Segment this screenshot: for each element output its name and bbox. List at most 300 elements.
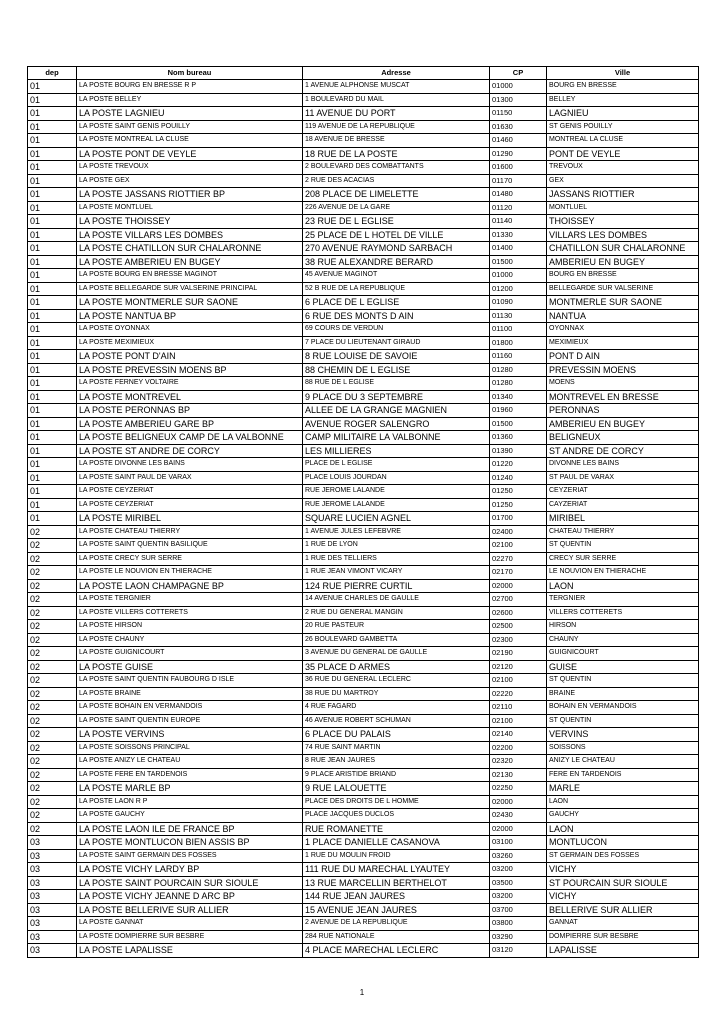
cell-dep: 02	[28, 714, 77, 728]
table-row	[28, 741, 699, 755]
table-row	[28, 795, 699, 809]
cell-ville: FERE EN TARDENOIS	[547, 768, 699, 782]
table-row	[28, 309, 699, 323]
cell-ville: ST QUENTIN	[547, 539, 699, 553]
table-row	[28, 728, 699, 742]
cell-adresse: 226 AVENUE DE LA GARE	[303, 201, 490, 215]
cell-ville: AMBERIEU EN BUGEY	[547, 417, 699, 431]
cell-ville: LE NOUVION EN THIERACHE	[547, 566, 699, 580]
table-row	[28, 431, 699, 445]
cell-nom-bureau: LA POSTE GEX	[77, 174, 303, 188]
cell-ville: TREVOUX	[547, 161, 699, 175]
cell-nom-bureau: LA POSTE BOHAIN EN VERMANDOIS	[77, 701, 303, 715]
table-row	[28, 890, 699, 904]
cell-ville: VILLERS COTTERETS	[547, 606, 699, 620]
table-row	[28, 201, 699, 215]
cell-cp: 02190	[490, 647, 547, 661]
cell-cp: 01130	[490, 309, 547, 323]
cell-nom-bureau: LA POSTE VILLERS COTTERETS	[77, 606, 303, 620]
table-row	[28, 498, 699, 512]
table-row	[28, 525, 699, 539]
cell-dep: 01	[28, 269, 77, 283]
cell-dep: 01	[28, 215, 77, 229]
cell-dep: 01	[28, 417, 77, 431]
cell-adresse: 38 RUE ALEXANDRE BERARD	[303, 255, 490, 269]
cell-nom-bureau: LA POSTE NANTUA BP	[77, 309, 303, 323]
cell-nom-bureau: LA POSTE CHATEAU THIERRY	[77, 525, 303, 539]
header-nom-bureau: Nom bureau	[77, 67, 303, 80]
cell-adresse: 2 RUE DU GENERAL MANGIN	[303, 606, 490, 620]
cell-nom-bureau: LA POSTE AMBERIEU EN BUGEY	[77, 255, 303, 269]
table-row	[28, 755, 699, 769]
cell-cp: 03120	[490, 944, 547, 958]
cell-nom-bureau: LA POSTE GANNAT	[77, 917, 303, 931]
cell-dep: 02	[28, 795, 77, 809]
cell-ville: MONTREVEL EN BRESSE	[547, 390, 699, 404]
cell-adresse: 74 RUE SAINT MARTIN	[303, 741, 490, 755]
cell-dep: 03	[28, 890, 77, 904]
cell-nom-bureau: LA POSTE VERVINS	[77, 728, 303, 742]
header-row	[28, 67, 699, 80]
cell-adresse: 1 AVENUE JULES LEFEBVRE	[303, 525, 490, 539]
cell-cp: 03200	[490, 890, 547, 904]
table-row	[28, 647, 699, 661]
cell-dep: 02	[28, 728, 77, 742]
cell-nom-bureau: LA POSTE TERGNIER	[77, 593, 303, 607]
table-row	[28, 714, 699, 728]
table-row	[28, 363, 699, 377]
cell-ville: LAGNIEU	[547, 107, 699, 121]
cell-adresse: PLACE JACQUES DUCLOS	[303, 809, 490, 823]
cell-nom-bureau: LA POSTE SAINT QUENTIN BASILIQUE	[77, 539, 303, 553]
table-row	[28, 93, 699, 107]
cell-adresse: 270 AVENUE RAYMOND SARBACH	[303, 242, 490, 256]
cell-dep: 01	[28, 363, 77, 377]
cell-ville: MONTMERLE SUR SAONE	[547, 296, 699, 310]
cell-adresse: 26 BOULEVARD GAMBETTA	[303, 633, 490, 647]
cell-cp: 01390	[490, 444, 547, 458]
cell-cp: 03500	[490, 876, 547, 890]
cell-nom-bureau: LA POSTE BELLERIVE SUR ALLIER	[77, 903, 303, 917]
cell-adresse: 18 RUE DE LA POSTE	[303, 147, 490, 161]
cell-ville: CHAUNY	[547, 633, 699, 647]
cell-cp: 01400	[490, 242, 547, 256]
table-row	[28, 903, 699, 917]
cell-cp: 01460	[490, 134, 547, 148]
table-row	[28, 323, 699, 337]
table-row	[28, 944, 699, 958]
cell-ville: ANIZY LE CHATEAU	[547, 755, 699, 769]
cell-nom-bureau: LA POSTE LAON ILE DE FRANCE BP	[77, 822, 303, 836]
cell-adresse: 1 AVENUE ALPHONSE MUSCAT	[303, 80, 490, 94]
cell-adresse: 45 AVENUE MAGINOT	[303, 269, 490, 283]
cell-adresse: 2 AVENUE DE LA REPUBLIQUE	[303, 917, 490, 931]
page-number: 1	[359, 988, 365, 997]
table-row	[28, 539, 699, 553]
cell-nom-bureau: LA POSTE JASSANS RIOTTIER BP	[77, 188, 303, 202]
table-row	[28, 876, 699, 890]
cell-nom-bureau: LA POSTE CEYZERIAT	[77, 498, 303, 512]
cell-nom-bureau: LA POSTE HIRSON	[77, 620, 303, 634]
table-row	[28, 228, 699, 242]
cell-nom-bureau: LA POSTE CEYZERIAT	[77, 485, 303, 499]
cell-cp: 01090	[490, 296, 547, 310]
cell-adresse: 6 PLACE DU PALAIS	[303, 728, 490, 742]
cell-nom-bureau: LA POSTE SOISSONS PRINCIPAL	[77, 741, 303, 755]
cell-ville: MEXIMIEUX	[547, 336, 699, 350]
cell-ville: AMBERIEU EN BUGEY	[547, 255, 699, 269]
cell-dep: 03	[28, 849, 77, 863]
cell-cp: 01480	[490, 188, 547, 202]
cell-nom-bureau: LA POSTE SAINT PAUL DE VARAX	[77, 471, 303, 485]
cell-ville: CAYZERIAT	[547, 498, 699, 512]
table-row	[28, 147, 699, 161]
cell-dep: 02	[28, 674, 77, 688]
cell-adresse: 38 RUE DU MARTROY	[303, 687, 490, 701]
cell-ville: GEX	[547, 174, 699, 188]
cell-dep: 01	[28, 134, 77, 148]
cell-nom-bureau: LA POSTE ANIZY LE CHATEAU	[77, 755, 303, 769]
cell-adresse: 1 RUE DES TELLIERS	[303, 552, 490, 566]
cell-ville: MOENS	[547, 377, 699, 391]
table-row	[28, 255, 699, 269]
cell-nom-bureau: LA POSTE TREVOUX	[77, 161, 303, 175]
cell-cp: 01100	[490, 323, 547, 337]
table-row	[28, 701, 699, 715]
cell-dep: 01	[28, 390, 77, 404]
cell-nom-bureau: LA POSTE GAUCHY	[77, 809, 303, 823]
table-row	[28, 512, 699, 526]
cell-ville: OYONNAX	[547, 323, 699, 337]
cell-ville: CHATEAU THIERRY	[547, 525, 699, 539]
cell-adresse: PLACE DE L EGLISE	[303, 458, 490, 472]
cell-cp: 01120	[490, 201, 547, 215]
cell-nom-bureau: LA POSTE MIRIBEL	[77, 512, 303, 526]
cell-adresse: 8 RUE LOUISE DE SAVOIE	[303, 350, 490, 364]
table-row	[28, 930, 699, 944]
cell-adresse: 13 RUE MARCELLIN BERTHELOT	[303, 876, 490, 890]
cell-cp: 02700	[490, 593, 547, 607]
table-row	[28, 390, 699, 404]
cell-dep: 01	[28, 485, 77, 499]
cell-cp: 01150	[490, 107, 547, 121]
cell-dep: 02	[28, 701, 77, 715]
cell-dep: 03	[28, 863, 77, 877]
table-row	[28, 566, 699, 580]
cell-adresse: 52 B RUE DE LA REPUBLIQUE	[303, 282, 490, 296]
cell-cp: 02130	[490, 768, 547, 782]
cell-dep: 02	[28, 822, 77, 836]
table-row	[28, 336, 699, 350]
cell-dep: 02	[28, 525, 77, 539]
cell-ville: ST ANDRE DE CORCY	[547, 444, 699, 458]
cell-cp: 01300	[490, 93, 547, 107]
cell-ville: BELLEY	[547, 93, 699, 107]
cell-cp: 01240	[490, 471, 547, 485]
table-row	[28, 377, 699, 391]
table-row	[28, 485, 699, 499]
cell-dep: 01	[28, 444, 77, 458]
cell-adresse: 7 PLACE DU LIEUTENANT GIRAUD	[303, 336, 490, 350]
cell-cp: 03100	[490, 836, 547, 850]
cell-cp: 01140	[490, 215, 547, 229]
cell-dep: 02	[28, 768, 77, 782]
table-row	[28, 633, 699, 647]
cell-cp: 03800	[490, 917, 547, 931]
cell-nom-bureau: LA POSTE MONTMERLE SUR SAONE	[77, 296, 303, 310]
cell-ville: ST POURCAIN SUR SIOULE	[547, 876, 699, 890]
cell-adresse: 6 PLACE DE L EGLISE	[303, 296, 490, 310]
cell-cp: 02430	[490, 809, 547, 823]
table-row	[28, 269, 699, 283]
cell-dep: 03	[28, 903, 77, 917]
cell-dep: 02	[28, 552, 77, 566]
cell-dep: 01	[28, 377, 77, 391]
table-row	[28, 188, 699, 202]
cell-ville: DIVONNE LES BAINS	[547, 458, 699, 472]
cell-adresse: 119 AVENUE DE LA REPUBLIQUE	[303, 120, 490, 134]
cell-dep: 01	[28, 512, 77, 526]
cell-nom-bureau: LA POSTE MONTREVEL	[77, 390, 303, 404]
cell-adresse: 23 RUE DE L EGLISE	[303, 215, 490, 229]
cell-dep: 02	[28, 606, 77, 620]
cell-dep: 03	[28, 876, 77, 890]
cell-cp: 02120	[490, 660, 547, 674]
cell-adresse: 14 AVENUE CHARLES DE GAULLE	[303, 593, 490, 607]
cell-cp: 03700	[490, 903, 547, 917]
cell-adresse: RUE JEROME LALANDE	[303, 485, 490, 499]
cell-cp: 02200	[490, 741, 547, 755]
table-row	[28, 674, 699, 688]
cell-adresse: 9 PLACE DU 3 SEPTEMBRE	[303, 390, 490, 404]
cell-nom-bureau: LA POSTE SAINT GENIS POUILLY	[77, 120, 303, 134]
table-row	[28, 107, 699, 121]
cell-dep: 01	[28, 255, 77, 269]
cell-nom-bureau: LA POSTE LAON R P	[77, 795, 303, 809]
cell-adresse: 69 COURS DE VERDUN	[303, 323, 490, 337]
cell-nom-bureau: LA POSTE BOURG EN BRESSE R P	[77, 80, 303, 94]
cell-ville: MONTLUEL	[547, 201, 699, 215]
cell-nom-bureau: LA POSTE PERONNAS BP	[77, 404, 303, 418]
cell-nom-bureau: LA POSTE SAINT POURCAIN SUR SIOULE	[77, 876, 303, 890]
post-office-table	[27, 66, 699, 958]
cell-nom-bureau: LA POSTE GUIGNICOURT	[77, 647, 303, 661]
cell-adresse: 1 RUE JEAN VIMONT VICARY	[303, 566, 490, 580]
cell-adresse: RUE ROMANETTE	[303, 822, 490, 836]
cell-ville: ST PAUL DE VARAX	[547, 471, 699, 485]
cell-cp: 01500	[490, 255, 547, 269]
table-row	[28, 809, 699, 823]
cell-adresse: 144 RUE JEAN JAURES	[303, 890, 490, 904]
cell-dep: 02	[28, 782, 77, 796]
cell-nom-bureau: LA POSTE MONTLUEL	[77, 201, 303, 215]
cell-adresse: 88 CHEMIN DE L EGLISE	[303, 363, 490, 377]
cell-adresse: 9 PLACE ARISTIDE BRIAND	[303, 768, 490, 782]
cell-adresse: 88 RUE DE L EGLISE	[303, 377, 490, 391]
cell-nom-bureau: LA POSTE VICHY LARDY BP	[77, 863, 303, 877]
cell-cp: 02400	[490, 525, 547, 539]
cell-nom-bureau: LA POSTE LAPALISSE	[77, 944, 303, 958]
cell-nom-bureau: LA POSTE BRAINE	[77, 687, 303, 701]
cell-ville: GUIGNICOURT	[547, 647, 699, 661]
cell-nom-bureau: LA POSTE ST ANDRE DE CORCY	[77, 444, 303, 458]
table-row	[28, 350, 699, 364]
cell-cp: 01340	[490, 390, 547, 404]
cell-adresse: 1 BOULEVARD DU MAIL	[303, 93, 490, 107]
cell-dep: 01	[28, 350, 77, 364]
cell-adresse: RUE JEROME LALANDE	[303, 498, 490, 512]
cell-ville: ST GENIS POUILLY	[547, 120, 699, 134]
header-dep: dep	[28, 67, 77, 80]
cell-ville: HIRSON	[547, 620, 699, 634]
table-row	[28, 593, 699, 607]
cell-adresse: LES MILLIERES	[303, 444, 490, 458]
cell-cp: 03290	[490, 930, 547, 944]
cell-dep: 01	[28, 120, 77, 134]
table-row	[28, 404, 699, 418]
cell-nom-bureau: LA POSTE SAINT GERMAIN DES FOSSES	[77, 849, 303, 863]
table-row	[28, 174, 699, 188]
cell-cp: 02000	[490, 579, 547, 593]
cell-dep: 01	[28, 431, 77, 445]
cell-dep: 02	[28, 660, 77, 674]
table-row	[28, 782, 699, 796]
cell-dep: 03	[28, 836, 77, 850]
cell-dep: 02	[28, 593, 77, 607]
cell-adresse: 208 PLACE DE LIMELETTE	[303, 188, 490, 202]
cell-adresse: 4 RUE FAGARD	[303, 701, 490, 715]
cell-adresse: SQUARE LUCIEN AGNEL	[303, 512, 490, 526]
cell-cp: 01250	[490, 498, 547, 512]
table-row	[28, 822, 699, 836]
cell-ville: LAPALISSE	[547, 944, 699, 958]
table-row	[28, 417, 699, 431]
cell-nom-bureau: LA POSTE VILLARS LES DOMBES	[77, 228, 303, 242]
cell-nom-bureau: LA POSTE LAON CHAMPAGNE BP	[77, 579, 303, 593]
table-row	[28, 863, 699, 877]
cell-cp: 01200	[490, 282, 547, 296]
cell-dep: 01	[28, 188, 77, 202]
cell-ville: MONTREAL LA CLUSE	[547, 134, 699, 148]
cell-dep: 01	[28, 296, 77, 310]
cell-dep: 02	[28, 539, 77, 553]
cell-ville: LAON	[547, 579, 699, 593]
cell-cp: 02100	[490, 674, 547, 688]
cell-nom-bureau: LA POSTE MEXIMIEUX	[77, 336, 303, 350]
cell-adresse: 15 AVENUE JEAN JAURES	[303, 903, 490, 917]
cell-cp: 02320	[490, 755, 547, 769]
cell-adresse: 124 RUE PIERRE CURTIL	[303, 579, 490, 593]
cell-dep: 01	[28, 309, 77, 323]
cell-adresse: 111 RUE DU MARECHAL LYAUTEY	[303, 863, 490, 877]
cell-cp: 01220	[490, 458, 547, 472]
table-row	[28, 120, 699, 134]
table-row	[28, 917, 699, 931]
cell-cp: 01700	[490, 512, 547, 526]
cell-ville: BELIGNEUX	[547, 431, 699, 445]
table-row	[28, 836, 699, 850]
cell-nom-bureau: LA POSTE MONTLUCON BIEN ASSIS BP	[77, 836, 303, 850]
cell-nom-bureau: LA POSTE SAINT QUENTIN FAUBOURG D ISLE	[77, 674, 303, 688]
cell-dep: 02	[28, 755, 77, 769]
cell-dep: 02	[28, 647, 77, 661]
cell-dep: 01	[28, 282, 77, 296]
table-row	[28, 134, 699, 148]
cell-cp: 01500	[490, 417, 547, 431]
table-row	[28, 444, 699, 458]
table-row	[28, 80, 699, 94]
cell-nom-bureau: LA POSTE THOISSEY	[77, 215, 303, 229]
cell-dep: 02	[28, 741, 77, 755]
cell-adresse: PLACE DES DROITS DE L HOMME	[303, 795, 490, 809]
cell-cp: 01630	[490, 120, 547, 134]
cell-dep: 02	[28, 687, 77, 701]
cell-dep: 01	[28, 228, 77, 242]
cell-cp: 02300	[490, 633, 547, 647]
cell-dep: 01	[28, 336, 77, 350]
cell-cp: 01280	[490, 363, 547, 377]
cell-ville: BELLEGARDE SUR VALSERINE	[547, 282, 699, 296]
cell-nom-bureau: LA POSTE BELLEGARDE SUR VALSERINE PRINCIPAL	[77, 282, 303, 296]
table-row	[28, 606, 699, 620]
cell-dep: 01	[28, 161, 77, 175]
cell-nom-bureau: LA POSTE LAGNIEU	[77, 107, 303, 121]
cell-nom-bureau: LA POSTE CHAUNY	[77, 633, 303, 647]
cell-adresse: 36 RUE DU GENERAL LECLERC	[303, 674, 490, 688]
cell-dep: 02	[28, 579, 77, 593]
cell-cp: 02100	[490, 539, 547, 553]
cell-ville: BRAINE	[547, 687, 699, 701]
table-row	[28, 849, 699, 863]
table-row	[28, 282, 699, 296]
cell-nom-bureau: LA POSTE PONT D'AIN	[77, 350, 303, 364]
post-office-table-container	[27, 66, 698, 958]
cell-dep: 01	[28, 93, 77, 107]
cell-cp: 02000	[490, 795, 547, 809]
cell-ville: CRECY SUR SERRE	[547, 552, 699, 566]
cell-nom-bureau: LA POSTE VICHY JEANNE D ARC BP	[77, 890, 303, 904]
cell-dep: 01	[28, 147, 77, 161]
cell-ville: JASSANS RIOTTIER	[547, 188, 699, 202]
cell-adresse: 11 AVENUE DU PORT	[303, 107, 490, 121]
cell-cp: 02270	[490, 552, 547, 566]
cell-nom-bureau: LA POSTE MONTREAL LA CLUSE	[77, 134, 303, 148]
table-row	[28, 161, 699, 175]
cell-ville: PERONNAS	[547, 404, 699, 418]
cell-adresse: AVENUE ROGER SALENGRO	[303, 417, 490, 431]
cell-ville: LAON	[547, 822, 699, 836]
cell-cp: 01000	[490, 269, 547, 283]
cell-cp: 02220	[490, 687, 547, 701]
cell-ville: PREVESSIN MOENS	[547, 363, 699, 377]
cell-nom-bureau: LA POSTE MARLE BP	[77, 782, 303, 796]
cell-ville: ST GERMAIN DES FOSSES	[547, 849, 699, 863]
table-row	[28, 768, 699, 782]
cell-adresse: 35 PLACE D ARMES	[303, 660, 490, 674]
cell-ville: GANNAT	[547, 917, 699, 931]
cell-dep: 01	[28, 498, 77, 512]
cell-ville: NANTUA	[547, 309, 699, 323]
cell-ville: VILLARS LES DOMBES	[547, 228, 699, 242]
table-row	[28, 620, 699, 634]
cell-ville: BOURG EN BRESSE	[547, 80, 699, 94]
cell-dep: 01	[28, 80, 77, 94]
cell-cp: 01250	[490, 485, 547, 499]
cell-nom-bureau: LA POSTE FERE EN TARDENOIS	[77, 768, 303, 782]
cell-cp: 01360	[490, 431, 547, 445]
cell-dep: 01	[28, 201, 77, 215]
cell-adresse: 1 RUE DU MOULIN FROID	[303, 849, 490, 863]
